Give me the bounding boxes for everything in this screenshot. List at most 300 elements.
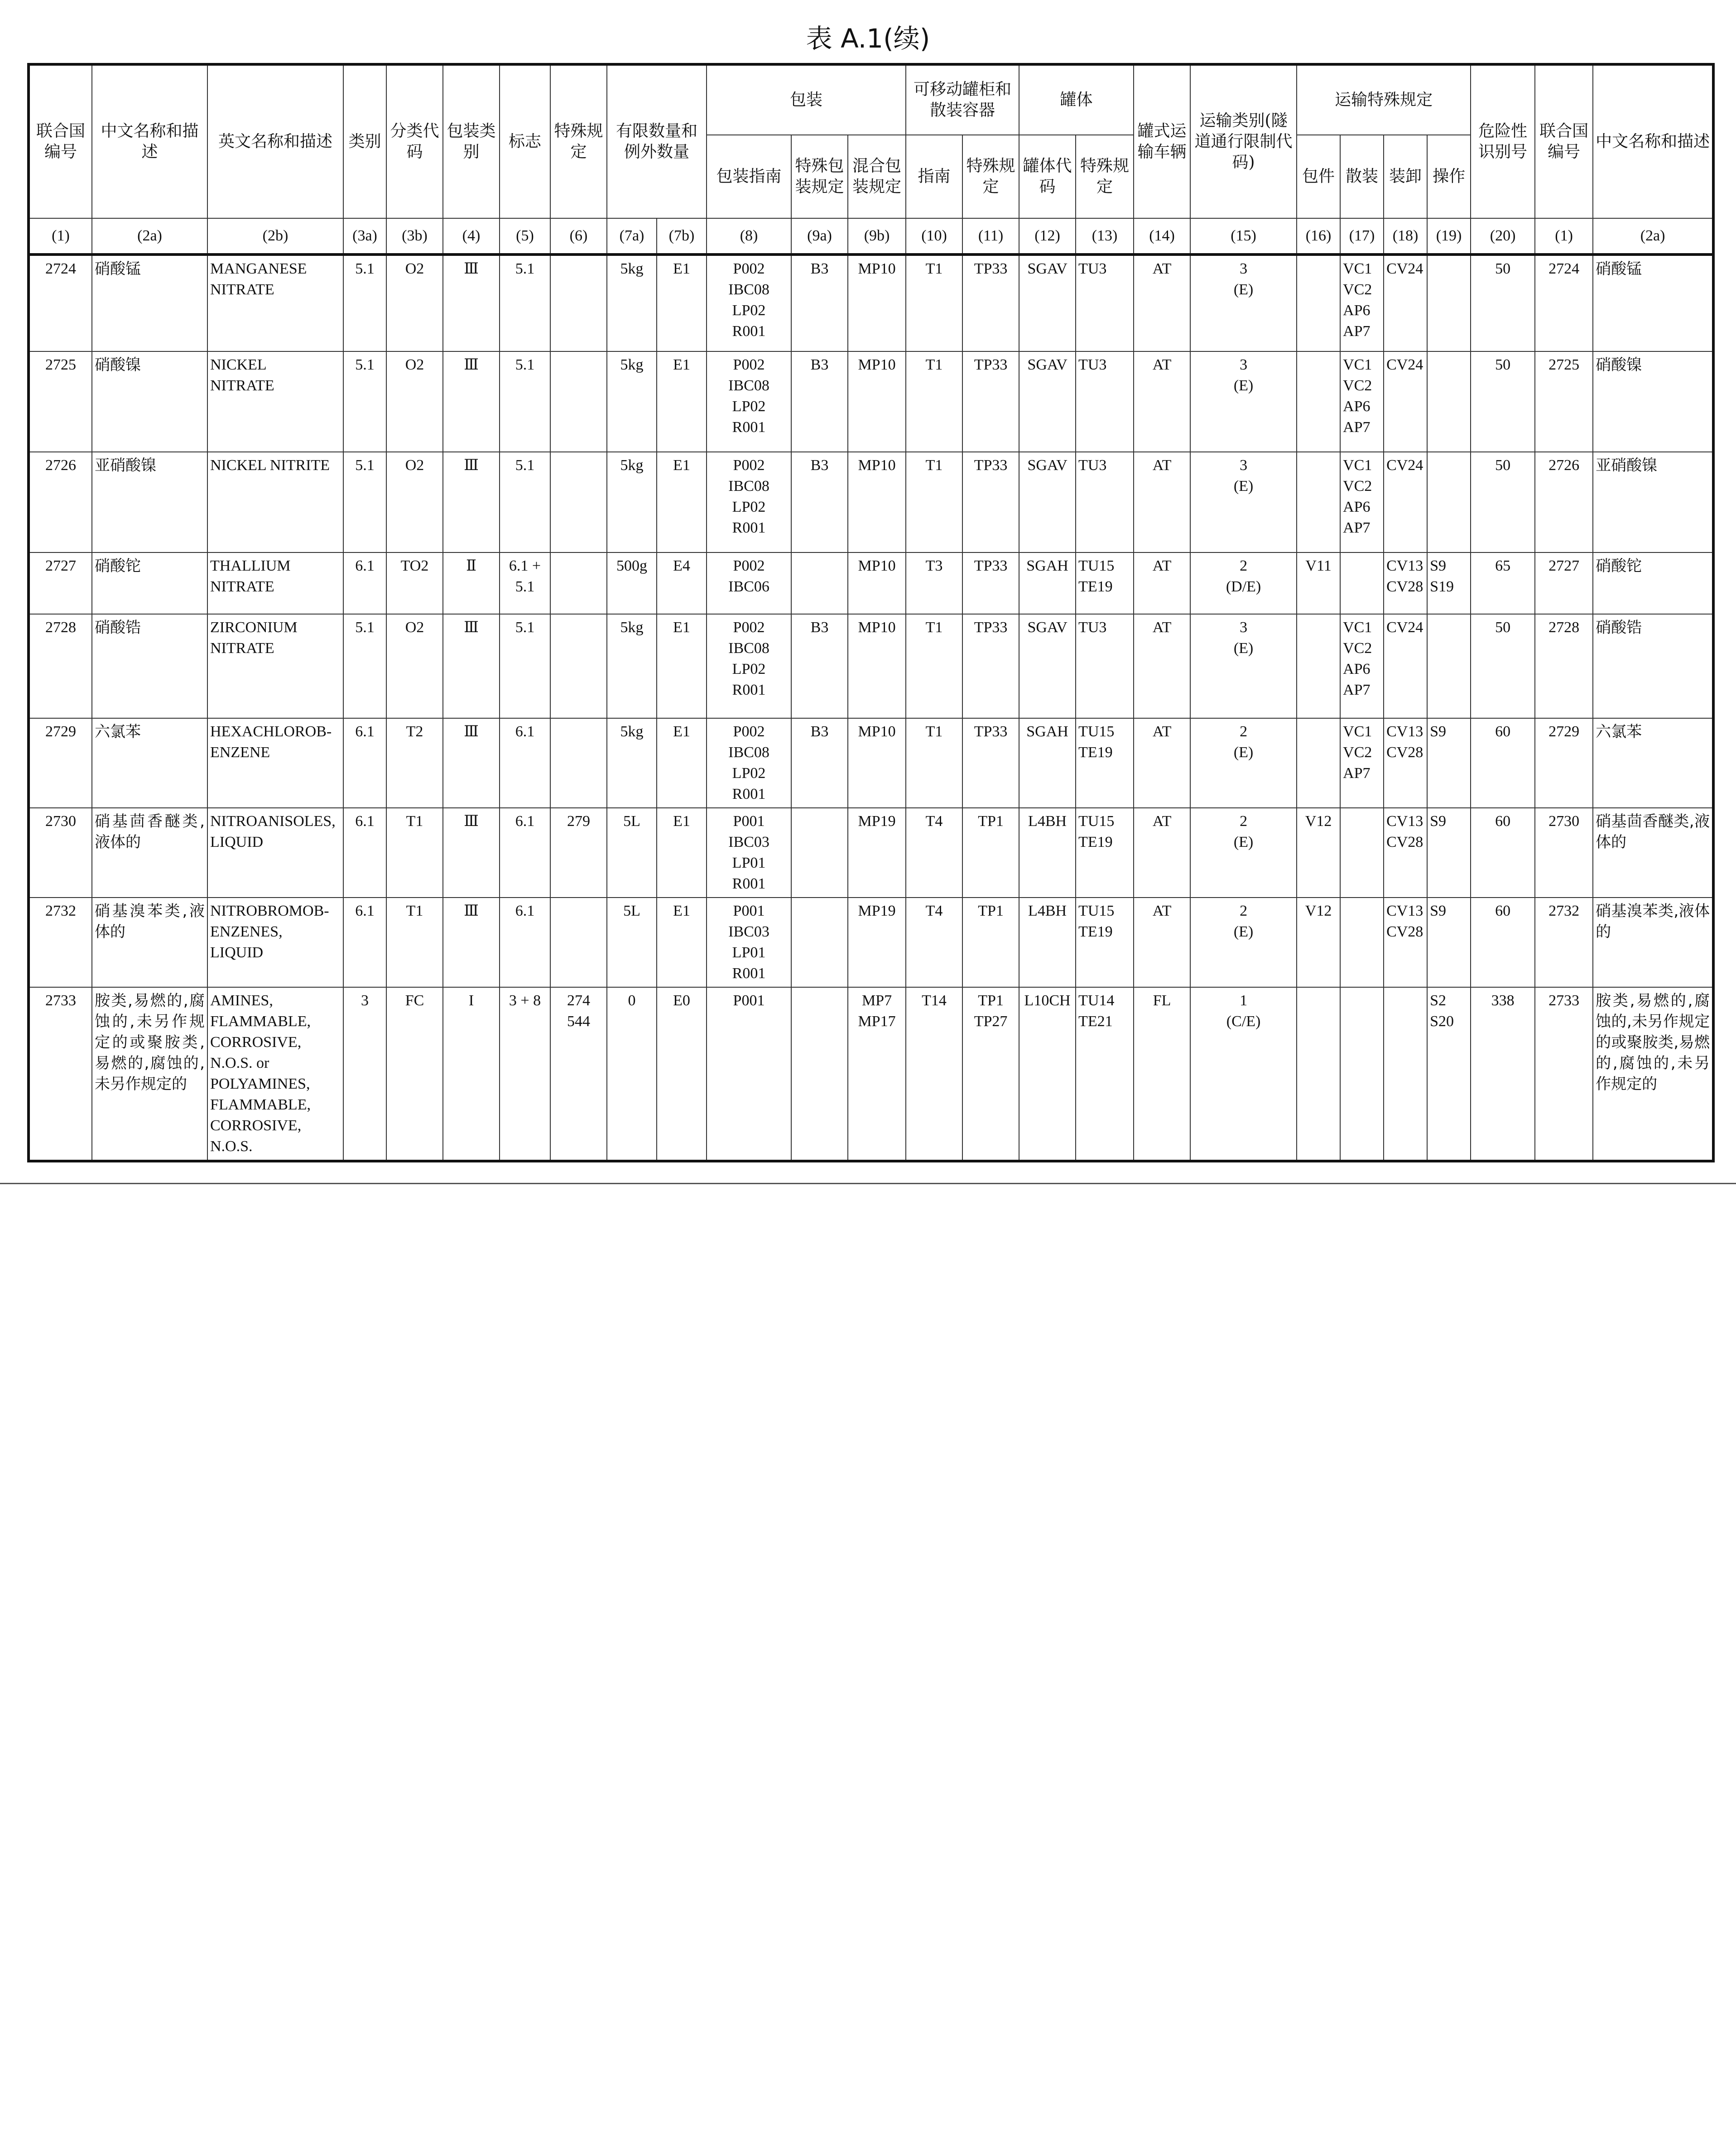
table-cell: 3 (E) [1190,452,1297,552]
table-cell: 5.1 [343,351,386,452]
table-cell: 2 (D/E) [1190,552,1297,614]
column-index: (2b) [207,218,343,254]
table-cell: 2733 [1535,987,1593,1161]
header-loading: 装卸 [1384,135,1427,218]
table-cell: L4BH [1019,898,1076,987]
table-cell: Ⅱ [443,552,500,614]
table-cell: 0 [607,987,657,1161]
table-row [29,452,1713,552]
table-cell: MP10 [848,351,906,452]
table-cell: L4BH [1019,808,1076,898]
table-cell: AMINES, FLAMMABLE, CORROSIVE, N.O.S. or POLYAMINES, FLAMMABLE, CORROSIVE, N.O.S. [207,987,343,1161]
table-cell: 硝酸锆 [1593,614,1713,718]
header-limited-quantities: 有限数量和例外数量 [607,64,707,218]
table-cell: 60 [1471,718,1535,808]
table-cell: 2725 [1535,351,1593,452]
table-cell [1384,987,1427,1161]
table-cell: P002 IBC08 LP02 R001 [707,254,791,351]
table-cell: FC [386,987,443,1161]
table-cell: 1 (C/E) [1190,987,1297,1161]
table-cell: 2728 [1535,614,1593,718]
table-row [29,987,1713,1161]
table-cell: MP19 [848,898,906,987]
table-cell: 5L [607,808,657,898]
header-instructions: 指南 [906,135,962,218]
table-cell [1427,452,1471,552]
table-cell [550,552,607,614]
column-index: (19) [1427,218,1471,254]
table-cell: 2 (E) [1190,808,1297,898]
table-cell: I [443,987,500,1161]
table-cell: O2 [386,452,443,552]
table-cell: MP19 [848,808,906,898]
table-cell: FL [1134,987,1190,1161]
table-cell: 274 544 [550,987,607,1161]
table-cell: MP10 [848,552,906,614]
table-row [29,254,1713,351]
table-row [29,552,1713,614]
table-cell [1427,614,1471,718]
table-cell: P002 IBC08 LP02 R001 [707,614,791,718]
table-cell: 6.1 [500,898,550,987]
table-cell: TU15 TE19 [1076,552,1134,614]
table-cell: Ⅲ [443,254,500,351]
table-cell: B3 [791,351,848,452]
column-index: (10) [906,218,962,254]
table-cell: 2728 [29,614,92,718]
table-cell: CV24 [1384,452,1427,552]
header-chinese-name-right: 中文名称和描述 [1593,64,1713,218]
header-transport-category: 运输类别(隧道通行限制代码) [1190,64,1297,218]
table-cell: 5kg [607,718,657,808]
header-packing-instructions: 包装指南 [707,135,791,218]
column-index: (3b) [386,218,443,254]
table-cell: TP1 [962,898,1019,987]
table-cell: SGAH [1019,552,1076,614]
column-index: (18) [1384,218,1427,254]
table-cell: AT [1134,452,1190,552]
table-cell: 60 [1471,898,1535,987]
table-cell: TP33 [962,614,1019,718]
table-cell: TU3 [1076,452,1134,552]
table-cell: E1 [657,254,707,351]
table-cell [1340,987,1384,1161]
table-cell: 6.1 [500,808,550,898]
table-cell: MP7 MP17 [848,987,906,1161]
table-cell: NICKEL NITRITE [207,452,343,552]
table-cell: P001 IBC03 LP01 R001 [707,898,791,987]
table-cell [1297,351,1340,452]
table-cell: NITROANISOLES, LIQUID [207,808,343,898]
table-cell: 亚硝酸镍 [92,452,207,552]
table-cell: 2730 [29,808,92,898]
table-cell: CV13 CV28 [1384,552,1427,614]
header-chinese-name: 中文名称和描述 [92,64,207,218]
table-cell: HEXACHLOROB- ENZENE [207,718,343,808]
header-packages: 包件 [1297,135,1340,218]
header-un-number: 联合国编号 [29,64,92,218]
table-cell: TP33 [962,351,1019,452]
table-cell [1297,452,1340,552]
table-row [29,808,1713,898]
table-cell: 硝基茴香醚类,液体的 [1593,808,1713,898]
table-cell: 硝基溴苯类,液体的 [1593,898,1713,987]
table-cell: O2 [386,351,443,452]
column-index: (4) [443,218,500,254]
table-cell: 硝酸锆 [92,614,207,718]
table-cell: TP33 [962,718,1019,808]
table-cell: V12 [1297,898,1340,987]
column-index: (13) [1076,218,1134,254]
column-index: (16) [1297,218,1340,254]
table-cell: P001 IBC03 LP01 R001 [707,808,791,898]
table-cell: O2 [386,254,443,351]
table-cell: AT [1134,552,1190,614]
table-cell [791,987,848,1161]
table-cell: T2 [386,718,443,808]
table-cell: Ⅲ [443,898,500,987]
table-cell: S9 [1427,898,1471,987]
header-tank-special: 特殊规定 [1076,135,1134,218]
table-cell: 2730 [1535,808,1593,898]
table-cell: TU3 [1076,254,1134,351]
table-cell: B3 [791,614,848,718]
table-cell: T14 [906,987,962,1161]
table-cell: L10CH [1019,987,1076,1161]
table-cell: CV13 CV28 [1384,718,1427,808]
column-index: (6) [550,218,607,254]
table-cell: 65 [1471,552,1535,614]
table-cell: 胺类,易燃的,腐蚀的,未另作规定的或聚胺类,易燃的,腐蚀的,未另作规定的 [92,987,207,1161]
table-title: 表 A.1(续) [806,23,930,54]
table-cell [1297,254,1340,351]
column-index: (2a) [92,218,207,254]
table-cell: TO2 [386,552,443,614]
table-cell: VC1 VC2 AP7 [1340,718,1384,808]
header-tank-vehicle: 罐式运输车辆 [1134,64,1190,218]
table-cell [791,898,848,987]
table-cell: E1 [657,898,707,987]
table-cell: S9 [1427,718,1471,808]
column-index: (15) [1190,218,1297,254]
table-cell: AT [1134,808,1190,898]
table-cell: T3 [906,552,962,614]
table-cell: T1 [906,351,962,452]
table-cell [550,898,607,987]
table-cell: Ⅲ [443,718,500,808]
table-cell: V11 [1297,552,1340,614]
table-cell: TP33 [962,254,1019,351]
table-cell: 500g [607,552,657,614]
table-cell: T1 [906,254,962,351]
table-cell: AT [1134,254,1190,351]
header-mixed-packing: 混合包装规定 [848,135,906,218]
table-cell: S9 [1427,808,1471,898]
table-cell: 2 (E) [1190,718,1297,808]
table-cell: SGAV [1019,614,1076,718]
table-cell: B3 [791,254,848,351]
table-cell: Ⅲ [443,808,500,898]
table-cell [550,718,607,808]
table-cell: 5.1 [343,452,386,552]
table-cell: 3 (E) [1190,254,1297,351]
column-index: (12) [1019,218,1076,254]
table-cell: 亚硝酸镍 [1593,452,1713,552]
table-cell: 硝酸铊 [92,552,207,614]
table-cell: T1 [906,614,962,718]
table-cell: 6.1 + 5.1 [500,552,550,614]
table-cell: 3 [343,987,386,1161]
table-cell: 2724 [1535,254,1593,351]
table-cell: P001 [707,987,791,1161]
table-cell: TU15 TE19 [1076,808,1134,898]
table-cell: 6.1 [343,552,386,614]
table-cell: SGAH [1019,718,1076,808]
column-index: (17) [1340,218,1384,254]
table-cell: O2 [386,614,443,718]
table-cell: Ⅲ [443,351,500,452]
table-cell: MP10 [848,718,906,808]
table-cell: VC1 VC2 AP6 AP7 [1340,452,1384,552]
table-cell: NICKEL NITRATE [207,351,343,452]
table-cell: 3 (E) [1190,351,1297,452]
dangerous-goods-table [27,63,1715,1162]
table-cell: P002 IBC06 [707,552,791,614]
header-packing-group: 包装类别 [443,64,500,218]
table-cell: 60 [1471,808,1535,898]
table-cell: 六氯苯 [1593,718,1713,808]
header-hazard-id: 危险性识别号 [1471,64,1535,218]
table-cell: SGAV [1019,452,1076,552]
table-cell: 5L [607,898,657,987]
table-cell: B3 [791,718,848,808]
table-cell: 6.1 [343,808,386,898]
table-cell [791,808,848,898]
table-cell: 279 [550,808,607,898]
table-cell: S2 S20 [1427,987,1471,1161]
table-cell: TP1 [962,808,1019,898]
table-cell [550,452,607,552]
table-cell: 50 [1471,254,1535,351]
column-index: (8) [707,218,791,254]
table-cell: 硝酸镍 [92,351,207,452]
table-cell: 硝基茴香醚类,液体的 [92,808,207,898]
table-cell: CV24 [1384,614,1427,718]
table-cell: 6.1 [343,898,386,987]
table-cell: 硝酸镍 [1593,351,1713,452]
table-cell [1297,718,1340,808]
table-cell: 2733 [29,987,92,1161]
table-cell: VC1 VC2 AP6 AP7 [1340,351,1384,452]
table-cell: VC1 VC2 AP6 AP7 [1340,254,1384,351]
header-tank-special-provisions: 特殊规定 [962,135,1019,218]
table-cell: 2726 [1535,452,1593,552]
table-cell: TU15 TE19 [1076,718,1134,808]
table-cell: 2 (E) [1190,898,1297,987]
table-cell [550,614,607,718]
table-cell: E4 [657,552,707,614]
table-cell [1340,898,1384,987]
column-index: (5) [500,218,550,254]
table-cell: T4 [906,898,962,987]
table-cell [550,254,607,351]
table-cell: P002 IBC08 LP02 R001 [707,452,791,552]
table-cell: V12 [1297,808,1340,898]
column-index: (9b) [848,218,906,254]
table-cell: TU3 [1076,351,1134,452]
table-cell: CV24 [1384,254,1427,351]
table-cell [1340,808,1384,898]
column-index: (14) [1134,218,1190,254]
table-cell: TU14 TE21 [1076,987,1134,1161]
table-cell: 2729 [1535,718,1593,808]
table-cell: 2727 [1535,552,1593,614]
table-cell: NITROBROMOB- ENZENES, LIQUID [207,898,343,987]
table-cell: CV13 CV28 [1384,898,1427,987]
table-cell: MP10 [848,254,906,351]
header-special-packing: 特殊包装规定 [791,135,848,218]
header-bulk: 散装 [1340,135,1384,218]
table-cell: 5.1 [500,254,550,351]
table-cell [791,552,848,614]
table-cell: 2726 [29,452,92,552]
table-cell: 50 [1471,351,1535,452]
table-cell: 6.1 [343,718,386,808]
table-cell: 2727 [29,552,92,614]
table-row [29,898,1713,987]
header-class: 类别 [343,64,386,218]
column-index: (2a) [1593,218,1713,254]
table-cell: AT [1134,718,1190,808]
table-cell: E1 [657,808,707,898]
column-index: (1) [29,218,92,254]
table-cell [1297,614,1340,718]
header-un-number-right: 联合国编号 [1535,64,1593,218]
header-special-provisions: 特殊规定 [550,64,607,218]
table-cell: SGAV [1019,351,1076,452]
table-cell: AT [1134,898,1190,987]
header-labels: 标志 [500,64,550,218]
table-row [29,614,1713,718]
column-index: (1) [1535,218,1593,254]
table-cell: 3 (E) [1190,614,1297,718]
table-cell: 2732 [29,898,92,987]
table-cell: 2725 [29,351,92,452]
table-cell: MANGANESE NITRATE [207,254,343,351]
table-cell: MP10 [848,614,906,718]
table-cell: S9 S19 [1427,552,1471,614]
table-cell: 六氯苯 [92,718,207,808]
table-cell: T1 [906,452,962,552]
header-operation: 操作 [1427,135,1471,218]
table-cell: E1 [657,718,707,808]
table-cell: Ⅲ [443,452,500,552]
table-cell: 338 [1471,987,1535,1161]
table-cell: TU3 [1076,614,1134,718]
table-body [29,254,1713,1161]
table-cell: ZIRCONIUM NITRATE [207,614,343,718]
table-cell: 5.1 [343,254,386,351]
table-cell: 2724 [29,254,92,351]
table-cell: 硝酸锰 [92,254,207,351]
table-cell: E1 [657,452,707,552]
header-tank-code: 罐体代码 [1019,135,1076,218]
table-cell: AT [1134,351,1190,452]
table-cell: P002 IBC08 LP02 R001 [707,351,791,452]
table-cell: B3 [791,452,848,552]
table-cell [1297,987,1340,1161]
column-index: (3a) [343,218,386,254]
table-cell: T1 [906,718,962,808]
table-cell: TU15 TE19 [1076,898,1134,987]
table-cell: Ⅲ [443,614,500,718]
table-cell: TP1 TP27 [962,987,1019,1161]
table-cell [1427,351,1471,452]
table-cell: SGAV [1019,254,1076,351]
table-cell: E1 [657,614,707,718]
table-cell [1427,254,1471,351]
table-cell: 胺类,易燃的,腐蚀的,未另作规定的或聚胺类,易燃的,腐蚀的,未另作规定的 [1593,987,1713,1161]
table-cell: TP33 [962,452,1019,552]
column-index: (20) [1471,218,1535,254]
table-cell: E1 [657,351,707,452]
header-classification-code: 分类代码 [386,64,443,218]
table-cell: CV24 [1384,351,1427,452]
table-cell: 50 [1471,452,1535,552]
table-cell: P002 IBC08 LP02 R001 [707,718,791,808]
table-cell: 2732 [1535,898,1593,987]
table-cell: 硝酸铊 [1593,552,1713,614]
table-cell: 50 [1471,614,1535,718]
table-cell: 5.1 [500,452,550,552]
table-cell: E0 [657,987,707,1161]
header-english-name: 英文名称和描述 [207,64,343,218]
table-cell: 2729 [29,718,92,808]
table-cell: 硝基溴苯类,液体的 [92,898,207,987]
header-packaging: 包装 [707,64,906,135]
table-cell: MP10 [848,452,906,552]
header-special-transport-provisions: 运输特殊规定 [1297,64,1471,135]
table-cell: T4 [906,808,962,898]
column-index: (7b) [657,218,707,254]
column-index: (11) [962,218,1019,254]
table-cell: 5.1 [500,614,550,718]
table-cell: 硝酸锰 [1593,254,1713,351]
table-cell: 5kg [607,351,657,452]
table-cell: 3 + 8 [500,987,550,1161]
table-cell: THALLIUM NITRATE [207,552,343,614]
table-cell: VC1 VC2 AP6 AP7 [1340,614,1384,718]
table-cell: 5.1 [343,614,386,718]
table-cell: AT [1134,614,1190,718]
table-row [29,718,1713,808]
table-cell [1340,552,1384,614]
table-cell: 6.1 [500,718,550,808]
table-cell [550,351,607,452]
column-index-row [29,218,1713,254]
table-cell: T1 [386,898,443,987]
header-tanks: 罐体 [1019,64,1134,135]
column-index: (7a) [607,218,657,254]
page-rule [0,1183,1736,1184]
table-cell: 5.1 [500,351,550,452]
table-cell: T1 [386,808,443,898]
table-cell: TP33 [962,552,1019,614]
header-portable-tanks: 可移动罐柜和散装容器 [906,64,1019,135]
table-cell: 5kg [607,254,657,351]
table-cell: 5kg [607,614,657,718]
table-cell: 5kg [607,452,657,552]
